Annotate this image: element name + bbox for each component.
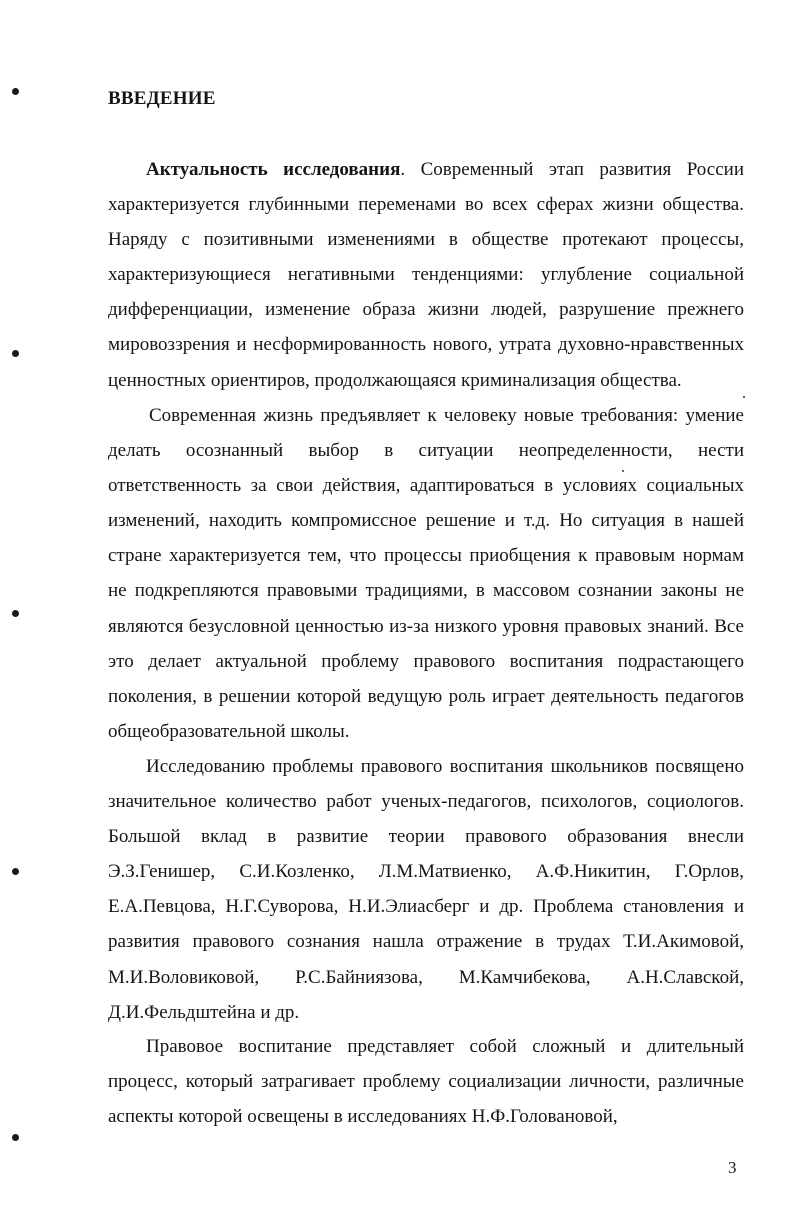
binding-hole-mark [12,88,19,95]
section-heading: ВВЕДЕНИЕ [108,88,216,109]
binding-hole-mark [12,1134,19,1141]
paragraph-relevance [108,152,744,398]
paragraph-requirements: Современная жизнь предъявляет к человеку новые требования: умение делать осознанный выбор в ситуации неопределенности, нести ответственность за свои действия, адаптироваться в условиях социальных изменений, находить компромиссное решение и т.д. Но ситуация в нашей стране характеризуется тем, что процессы приобщения к правовым нормам не подкрепляются правовыми традициями, в массовом сознании законы не являются безусловной ценностью из-за низкого уровня правовых знаний. Все это делает актуальной проблему правового воспитания подрастающего поколения, в решении которой ведущую роль играет деятельность педагогов общеобразовательной школы. [108,405,744,742]
paragraph-text: . Современный этап развития России характеризуется глубинными переменами во всех сферах жизни общества. Наряду с позитивными изменениями в обществе протекают процессы, характеризующиеся негативными тенденциями: углубление социальной дифференциации, изменение образа жизни людей, разрушение прежнего мировоззрения и несформированность нового, утрата духовно-нравственных ценностных ориентиров, продолжающаяся криминализация общества. [108,159,744,391]
paragraph-lead: Актуальность исследования [146,159,401,180]
paragraph-research: Исследованию проблемы правового воспитания школьников посвящено значительное количество работ ученых-педагогов, психологов, социологов. Большой вклад в развитие теории правового образования внесли Э.З.Генишер, С.И.Козленко, Л.М.Матвиенко, А.Ф.Никитин, Г.Орлов, Е.А.Певцова, Н.Г.Суворова, Н.И.Элиасберг и др. Проблема становления и развития правового сознания нашла отражение в трудах Т.И.Акимовой, М.И.Воловиковой, Р.С.Байниязова, М.Камчибекова, А.Н.Славской, Д.И.Фельдштейна и др. [108,756,744,1023]
binding-hole-mark [12,350,19,357]
page-number: 3 [728,1158,737,1177]
binding-hole-mark [12,610,19,617]
binding-hole-mark [12,868,19,875]
paragraph-legal-education: Правовое воспитание представляет собой сложный и длительный процесс, который затрагивает проблему социализации личности, различные аспекты которой освещены в исследованиях Н.Ф.Головановой, [108,1036,744,1128]
